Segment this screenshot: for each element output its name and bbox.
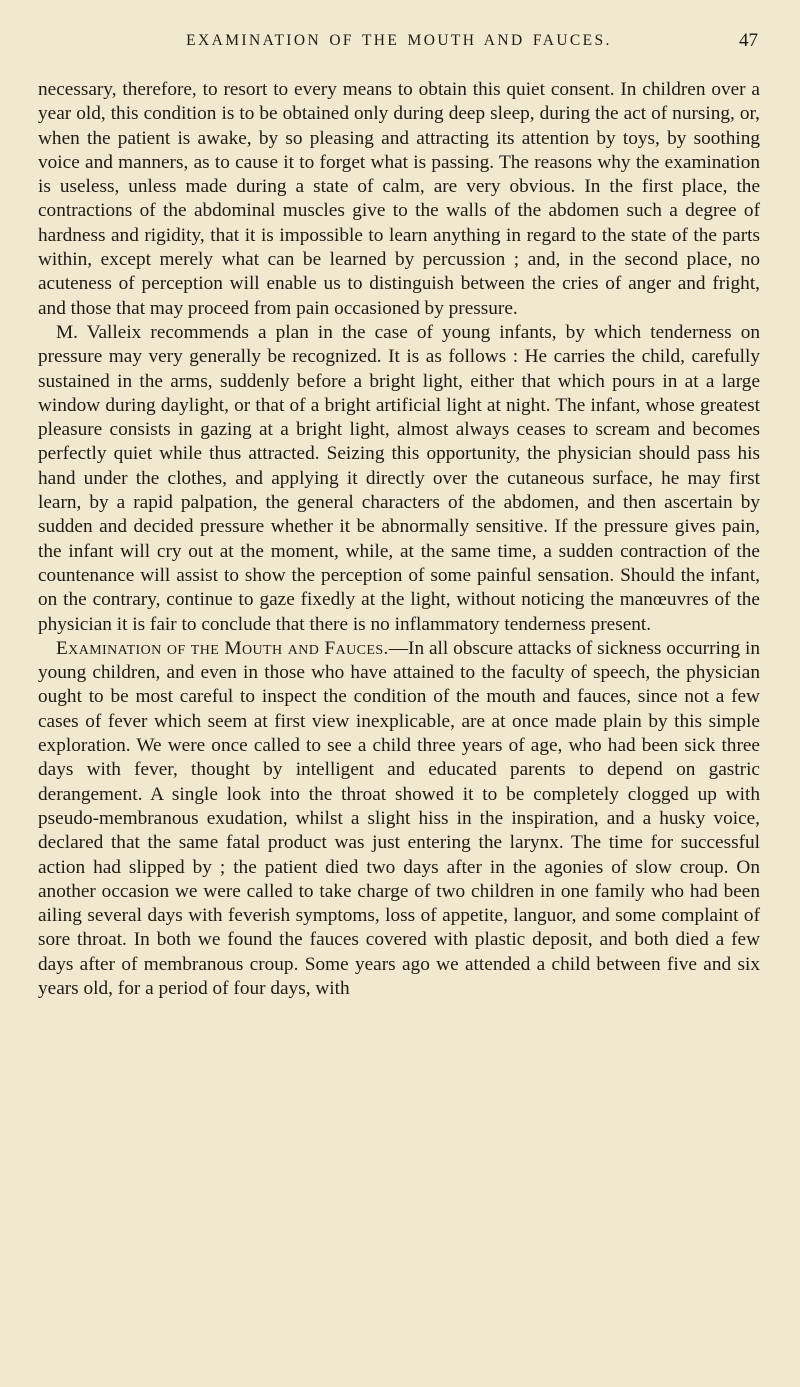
paragraph-continuation: necessary, therefore, to resort to every means to obtain this quiet consent. In children over a year old, this condition is to be obtained only during deep sleep, during the act of nursing, or, when the patient is awake, by so pleasing and attracting its attention by toys, by soothing voice and manners, as to cause it to forget what is passing. The reasons why the examination is useless, unless made during a state of calm, are very obvious. In the first place, the contractions of the abdominal muscles give to the walls of the abdomen such a degree of hardness and rigidity, that it is impossible to learn anything in regard to the state of the parts within, except merely what can be learned by percussion ; and, in the second place, no acuteness of perception will enable us to distinguish between the cries of anger and fright, and those that may proceed from pain occasioned by pressure. — [38, 79, 760, 319]
body-text — [38, 78, 760, 1001]
page-number: 47 — [739, 30, 758, 51]
paragraph-valleix: M. Valleix recommends a plan in the case of young infants, by which tenderness on pressure may very generally be recognized. It is as follows : He carries the child, carefully sustained in the arms, suddenly before a bright light, either that which pours in at a large window during daylight, or that of a bright artificial light at night. The infant, whose greatest pleasure consists in gazing at a bright light, almost always ceases to scream and becomes perfectly quiet while thus attracted. Seizing this opportunity, the physician should pass his hand under the clothes, and applying it directly over the cutaneous surface, he may first learn, by a rapid palpation, the general characters of the abdomen, and then ascertain by sudden and decided pressure whether it be abnormally sensitive. If the pressure gives pain, the infant will cry out at the moment, while, at the same time, a sudden contraction of the countenance will assist to show the perception of some painful sensation. Should the infant, on the contrary, continue to gaze fixedly at the light, without noticing the manœuvres of the physician it is fair to conclude that there is no inflammatory tenderness present. — [38, 321, 760, 635]
section-heading: Examination of the Mouth and Fauces. — [56, 637, 389, 659]
running-title: EXAMINATION OF THE MOUTH AND FAUCES. — [186, 32, 612, 49]
paragraph-mouth-fauces — [38, 637, 760, 1001]
section-body: —In all obscure attacks of sickness occurring in young children, and even in those who have attained to the faculty of speech, the physician ought to be most careful to inspect the condition of the mouth and fauces, since not a few cases of fever which seem at first view inexplicable, are at once made plain by this simple exploration. We were once called to see a child three years of age, who had been sick three days with fever, thought by intelligent and educated parents to depend on gastric derangement. A single look into the throat showed it to be completely clogged up with pseudo-membranous exudation, whilst a slight hiss in the inspiration, and a husky voice, declared that the same fatal product was just entering the larynx. The time for successful action had slipped by ; the patient died two days after in the agonies of slow croup. On another occasion we were called to take charge of two children in one family who had been ailing several days with feverish symptoms, loss of appetite, languor, and some complaint of sore throat. In both we found the fauces covered with plastic deposit, and both died a few days after of membranous croup. Some years ago we attended a child between five and six years old, for a period of four days, with — [38, 637, 760, 999]
running-head — [38, 30, 760, 58]
